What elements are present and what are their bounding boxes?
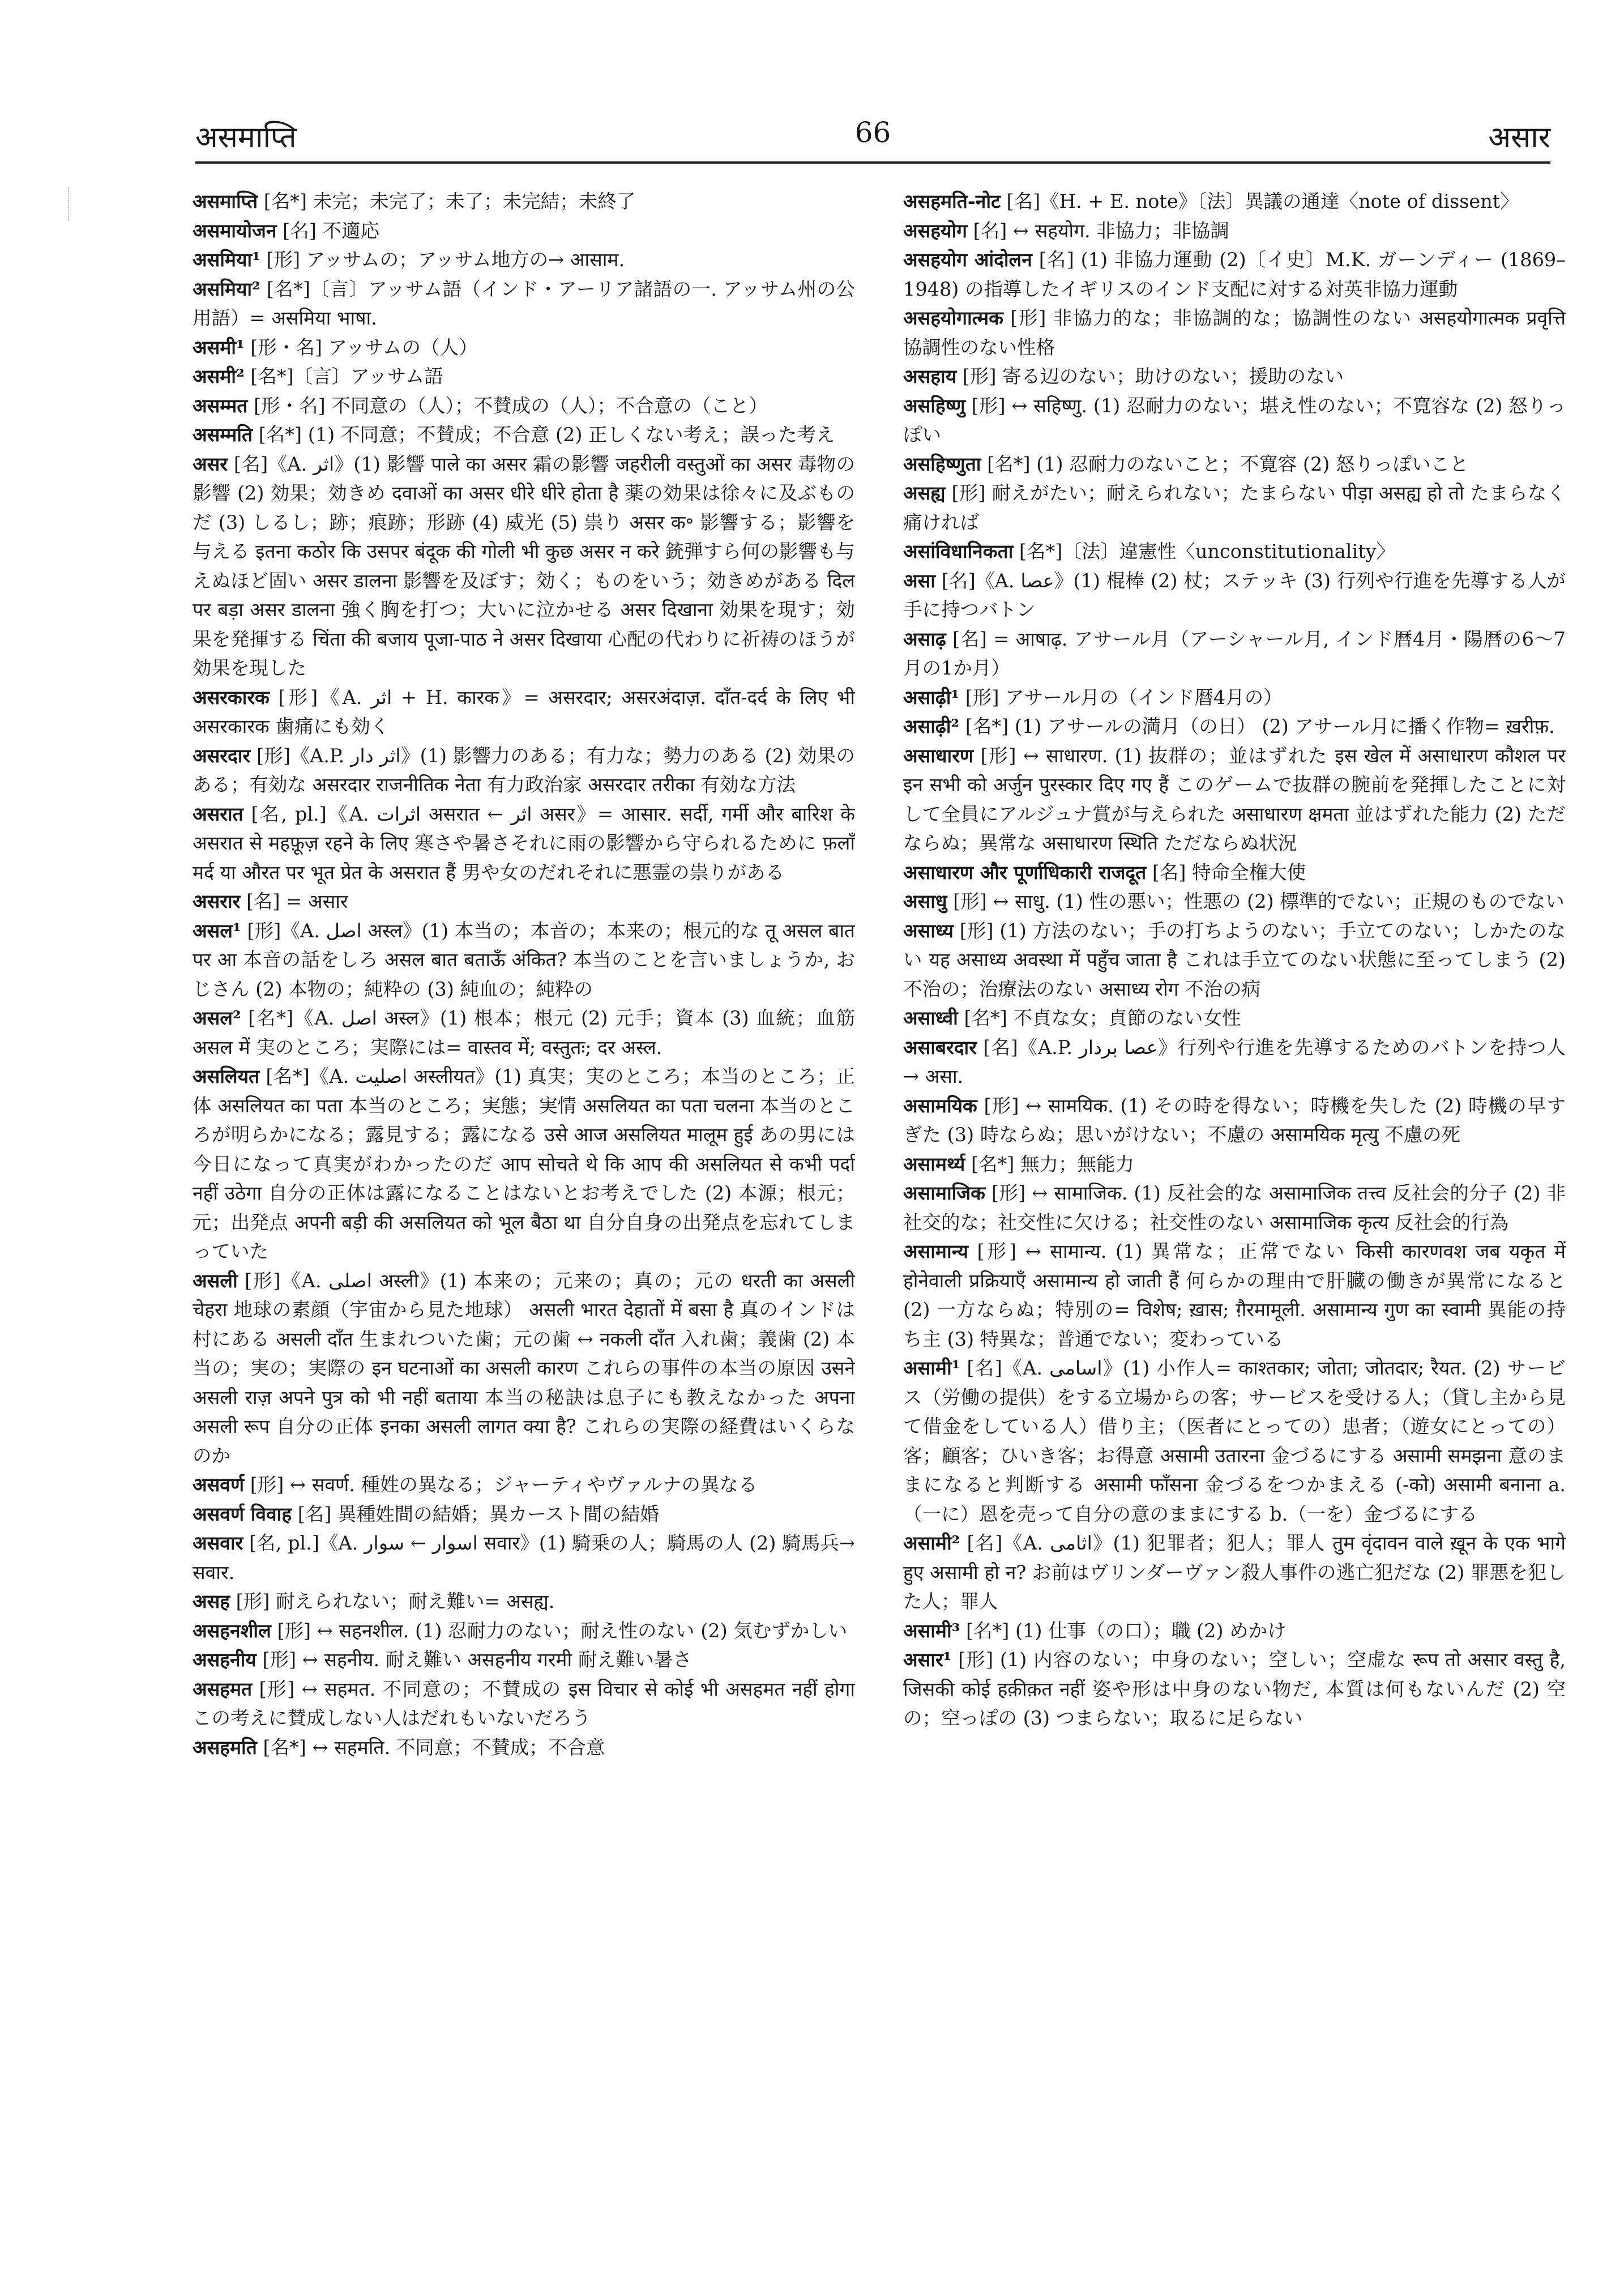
entry-definition: [形] ↔ सामान्य. (1) 異常な；正常でない किसी कारणवश जब यकृत में होनेवाली प्रक्रियाएँ असामान्य हो जाती हैं 何らかの理由で肝臓の働きが異常になると (2) 一方ならぬ；特別の= विशेष; ख़ास; ग़ैरमामूली. असामान्य गुण का स्वामी 異能の持ち主 (3) 特異な；普通でない；変わっている (903, 1240, 1566, 1350)
entry-headword: असार¹ (903, 1649, 952, 1671)
dictionary-entry (903, 1033, 1566, 1091)
running-head-right: असार (1488, 121, 1550, 155)
dictionary-entry (193, 887, 855, 916)
dictionary-entry (193, 916, 855, 1004)
entry-definition: [名*] (1) 仕事（の口）；職 (2) めかけ (960, 1619, 1287, 1642)
entry-definition: [形] アサール月の（インド暦4月の） (959, 686, 1283, 708)
entry-headword: असम्मत (193, 394, 248, 417)
entry-headword: असामी¹ (903, 1357, 960, 1379)
entry-definition: [名*] 無力；無能力 (965, 1153, 1134, 1175)
dictionary-entry (903, 1179, 1566, 1237)
dictionary-entry (903, 362, 1566, 391)
entry-headword: असमाप्ति (193, 190, 258, 212)
entry-headword: असवार (193, 1532, 243, 1554)
entry-headword: असाढ़ी² (903, 715, 960, 737)
entry-definition: [名*] ↔ सहमति. 不同意；不賛成；不合意 (257, 1736, 605, 1759)
dictionary-entry (903, 887, 1566, 916)
entry-headword: असहमत (193, 1678, 253, 1700)
entry-headword: असाधारण (903, 744, 974, 767)
entry-definition: [形] ↔ सामाजिक. (1) 反社会的な असामाजिक तत्त्व 反社会的分子 (2) 非社交的な；社交性に欠ける；社交性のない असामाजिक कृत्य 反社会的行為 (903, 1182, 1566, 1234)
dictionary-entry (903, 1529, 1566, 1616)
dictionary-entry (903, 566, 1566, 625)
left-column (193, 187, 855, 2254)
entry-definition: [形] アッサムの；アッサム地方の→ आसाम. (260, 249, 625, 271)
dictionary-entry (903, 450, 1566, 479)
entry-headword: असमिया² (193, 278, 260, 300)
entry-headword: असहनीय (193, 1649, 257, 1671)
entry-headword: असाध्वी (903, 1007, 958, 1029)
entry-headword: असह (193, 1590, 230, 1612)
entry-headword: असरार (193, 890, 241, 912)
dictionary-entry (193, 1616, 855, 1646)
entry-headword: असवर्ण विवाह (193, 1503, 292, 1525)
entry-headword: असाधु (903, 890, 947, 912)
entry-definition: [名]《A. اثر》(1) 影響 पाले का असर 霜の影響 जहरीली वस्तुओं का असर 毒物の影響 (2) 効果；効きめ दवाओं का असर धीरे धीरे होता है 薬の効果は徐々に及ぶものだ (3) しるし；跡；痕跡；形跡 (4) 威光 (5) 祟り असर क॰ 影響する；影響を与える इतना कठोर कि उसपर बंदूक की गोली भी कुछ असर न करे 銃弾すら何の影響も与えぬほど固い असर डालना 影響を及ぼす；効く；ものをいう；効きめがある दिल पर बड़ा असर डालना 強く胸を打つ；大いに泣かせる असर दिखाना 効果を現す；効果を発揮する चिंता की बजाय पूजा-पाठ ने असर दिखाया 心配の代わりに祈祷のほうが効果を現した (193, 453, 855, 679)
entry-definition: [名]《A.P. عصا بردار》行列や行進を先導するためのバトンを持つ人→ असा. (903, 1036, 1566, 1087)
entry-definition: [名] = आषाढ़. アサール月（アーシャール月, インド暦4月・陽暦の6〜7月の1か月） (903, 628, 1566, 679)
entry-definition: [名] 不適応 (276, 219, 379, 242)
entry-headword: असामर्थ्य (903, 1153, 965, 1175)
entry-headword: असमायोजन (193, 219, 277, 242)
dictionary-entry (193, 275, 855, 333)
entry-definition: [形・名] 不同意の（人）；不賛成の（人）；不合意の（こと） (247, 394, 768, 417)
entry-headword: असहाय (903, 365, 957, 387)
entry-definition: [形] ↔ साधु. (1) 性の悪い；性悪の (2) 標準的でない；正規のものでない (947, 890, 1565, 912)
entry-definition: [形] ↔ सहनीय. 耐え難い असहनीय गरमी 耐え難い暑さ (256, 1649, 692, 1671)
dictionary-entry (193, 187, 855, 216)
entry-definition: [名*] (1) 忍耐力のないこと；不寛容 (2) 怒りっぽいこと (981, 453, 1469, 475)
entry-headword: असहमति (193, 1736, 257, 1759)
entry-definition: [名] 異種姓間の結婚；異カースト間の結婚 (292, 1503, 659, 1525)
entry-headword: असाढ़ (903, 628, 946, 650)
entry-definition: [名]《A. عصا》(1) 棍棒 (2) 杖；ステッキ (3) 行列や行進を先導する人が手に持つバトン (903, 569, 1566, 621)
entry-definition: [名*]〔言〕アッサム語 (244, 365, 443, 387)
entry-headword: असल² (193, 1007, 241, 1029)
entry-headword: असल¹ (193, 919, 241, 942)
dictionary-entry (903, 216, 1566, 246)
entry-headword: असहमति-नोट (903, 190, 1001, 212)
entry-definition: [名]《H. + E. note》〔法〕異議の通達〈note of dissent〉 (1000, 190, 1519, 212)
entry-headword: असहिष्णुता (903, 453, 981, 475)
dictionary-entry (193, 1004, 855, 1062)
dictionary-entry (903, 1354, 1566, 1529)
dictionary-entry (193, 420, 855, 450)
dictionary-entry (193, 741, 855, 800)
entry-definition: [形] ↔ सवर्ण. 種姓の異なる；ジャーティやヴァルナの異なる (244, 1474, 758, 1496)
dictionary-entry (903, 712, 1566, 741)
dictionary-entry (903, 1645, 1566, 1733)
entry-headword: असह्य (903, 482, 946, 504)
entry-definition: [形] ↔ सहनशील. (1) 忍耐力のない；耐え性のない (2) 気むずかしい (271, 1619, 848, 1642)
entry-headword: असर (193, 453, 228, 475)
entry-headword: असमी¹ (193, 336, 245, 358)
entry-headword: असामाजिक (903, 1182, 985, 1204)
entry-definition: [名] = असार (240, 890, 348, 912)
entry-definition: [形]《A. اصلی अस्ली》(1) 本来の；元来の；真の；元の धरती का असली चेहरा 地球の素顔（宇宙から見た地球） असली भारत देहातों में बसा है 真のインドは村にある असली दाँत 生まれついた歯；元の歯 ↔ नकली दाँत 入れ歯；義歯 (2) 本当の；実の；実際の इन घटनाओं का असली कारण これらの事件の本当の原因 उसने असली राज़ अपने पुत्र को भी नहीं बताया 本当の秘訣は息子にも教えなかった अपना असली रूप 自分の正体 इनका असली लागत क्या है? これらの実際の経費はいくらなのか (193, 1269, 855, 1467)
dictionary-entry (903, 245, 1566, 304)
dictionary-entry (903, 1004, 1566, 1033)
dictionary-entry (193, 450, 855, 683)
dictionary-entry (193, 362, 855, 391)
entry-headword: असहनशील (193, 1619, 271, 1642)
entry-headword: असरदार (193, 744, 251, 767)
entry-definition: [形] (1) 方法のない；手の打ちようのない；手立てのない；しかたのない यह असाध्य अवस्था में पहुँच जाता है これは手立てのない状態に至ってしまう (2) 不治の；治療法のない असाध्य रोग 不治の病 (903, 919, 1566, 1000)
entry-definition: [形]《A. اصل अस्ल》(1) 本当の；本音の；本来の；根元的な तू असल बात पर आ 本音の話をしろ असल बात बताऊँ अंकित? 本当のことを言いましょうか, おじさん (2) 本物の；純粋の (3) 純血の；純粋の (193, 919, 855, 1000)
dictionary-entry (903, 537, 1566, 566)
entry-definition: [形] 耐えがたい；耐えられない；たまらない पीड़ा असह्य हो तो たまらなく痛ければ (903, 482, 1566, 533)
entry-definition: [名]《A. اثامی》(1) 犯罪者；犯人；罪人 तुम वृंदावन वाले ख़ून के एक भागे हुए असामी हो न? お前はヴリンダーヴァン殺人事件の逃亡犯だな (2) 罪悪を犯した人；罪人 (903, 1532, 1566, 1612)
entry-headword: असमिया¹ (193, 249, 260, 271)
entry-definition: [形] ↔ सहिष्णु. (1) 忍耐力のない；堪え性のない；不寛容な (2) 怒りっぽい (903, 394, 1566, 446)
entry-definition: [名*]〔法〕違憲性〈unconstitutionality〉 (1013, 540, 1396, 562)
entry-headword: असांविधानिकता (903, 540, 1014, 562)
dictionary-entry (903, 1237, 1566, 1354)
entry-definition: [形] ↔ साधारण. (1) 抜群の；並はずれた इस खेल में असाधारण कौशल पर इन सभी को अर्जुन पुरस्कार दिए गए हैं このゲームで抜群の腕前を発揮したことに対して全員にアルジュナ賞が与えられた असाधारण क्षमता 並はずれた能力 (2) ただならぬ；異常な असाधारण स्थिति ただならぬ状況 (903, 744, 1566, 854)
dictionary-entry (903, 1150, 1566, 1179)
entry-definition: [名*] (1) 不同意；不賛成；不合意 (2) 正しくない考え；誤った考え (253, 424, 835, 446)
dictionary-entry (193, 683, 855, 741)
page-number: 66 (854, 116, 891, 149)
dictionary-entry (903, 858, 1566, 887)
entry-definition: [名]《A. اسامی》(1) 小作人= काश्तकार; जोता; जोतदार; रैयत. (2) サービス（労働の提供）をする立場からの客；サービスを受ける人；（貸し主から見て借金をしている人）借り主；（医者にとっての）患者；（遊女にとっての）客；顧客；ひいき客；お得意 असामी उतारना 金づるにする असामी समझना 意のままになると判断する असामी फाँसना 金づるをつかまえる (-को) असामी बनाना a.（一に）恩を売って自分の意のままにする b.（一を）金づるにする (903, 1357, 1566, 1525)
entry-headword: असामी² (903, 1532, 960, 1554)
entry-definition: [名] 特命全権大使 (1146, 861, 1306, 883)
dictionary-entry (193, 1500, 855, 1529)
entry-definition: [名*] (1) アサールの満月（の日） (2) アサール月に播く作物= ख़रीफ़. (959, 715, 1555, 737)
entry-headword: असाधारण और पूर्णाधिकारी राजदूत (903, 861, 1147, 883)
entry-definition: [形] 寄る辺のない；助けのない；援助のない (956, 365, 1344, 387)
entry-definition: [形] 非協力的な；非協調的な；協調性のない असहयोगात्मक प्रवृत्ति 協調性のない性格 (903, 307, 1566, 358)
entry-headword: असामयिक (903, 1094, 977, 1117)
dictionary-entry (193, 1529, 855, 1587)
entry-headword: असवर्ण (193, 1474, 245, 1496)
dictionary-entry (903, 1616, 1566, 1646)
dictionary-entry (193, 1062, 855, 1266)
dictionary-entry (193, 333, 855, 362)
entry-definition: [形]《A. اثر + H. कारक》= असरदार; असरअंदाज़. दाँत-दर्द के लिए भी असरकारक 歯痛にも効く (193, 686, 855, 737)
entry-headword: असलियत (193, 1065, 260, 1087)
entry-definition: [名*] 未完；未完了；未了；未完結；未終了 (258, 190, 636, 212)
entry-definition: [名] ↔ सहयोग. 非協力；非協調 (967, 219, 1229, 242)
entry-definition: [名*] 不貞な女；貞節のない女性 (958, 1007, 1241, 1029)
entry-definition: [形] (1) 内容のない；中身のない；空しい；空虚な रूप तो असार वस्तु है, जिसकी कोई हक़ीक़त नहीं 姿や形は中身のない物だ, 本質は何もないんだ (2) 空の；空っぽの (3) つまらない；取るに足らない (903, 1649, 1566, 1729)
entry-headword: असरात (193, 803, 243, 825)
entry-headword: असहिष्णु (903, 394, 965, 417)
page-header (195, 116, 1550, 164)
entry-headword: असम्मति (193, 424, 253, 446)
entry-definition: [形]《A.P. اثر دار》(1) 影響力のある；有力な；勢力のある (2) 効果のある；有効な असरदार राजनीतिक नेता 有力政治家 असरदार तरीका 有効な方法 (193, 744, 855, 796)
dictionary-entry (193, 245, 855, 275)
entry-headword: असहयोग (903, 219, 967, 242)
entry-definition: [形] 耐えられない；耐え難い= असह्य. (230, 1590, 555, 1612)
entry-headword: असहयोग आंदोलन (903, 249, 1032, 271)
right-column (903, 187, 1566, 2254)
entry-definition: [名, pl.]《A. اثرات असरात ← اثر असर》= आसार. सर्दी, गर्मी और बारिश के असरात से महफ़ूज़ रहने के लिए 寒さや暑さそれに雨の影響から守られるために फ़लाँ मर्द या औरत पर भूत प्रेत के असरात हैं 男や女のだれそれに悪霊の祟りがある (193, 803, 855, 883)
entry-definition: [名, pl.]《A. اسوار ← سوار सवार》(1) 騎乗の人；騎馬の人 (2) 騎馬兵→ सवार. (193, 1532, 855, 1584)
dictionary-entry (903, 187, 1566, 216)
entry-headword: असाढ़ी¹ (903, 686, 960, 708)
entry-definition: [形] ↔ सहमत. 不同意の；不賛成の इस विचार से कोई भी असहमत नहीं होगा この考えに賛成しない人はだれもいないだろう (193, 1678, 855, 1729)
dictionary-entry (903, 391, 1566, 450)
entry-definition: [形・名] アッサムの（人） (244, 336, 478, 358)
dictionary-entry (193, 391, 855, 421)
dictionary-entry (193, 1587, 855, 1616)
entry-headword: असमी² (193, 365, 245, 387)
scan-margin-mark (68, 187, 71, 221)
entry-headword: असामान्य (903, 1240, 968, 1262)
dictionary-entry (193, 1675, 855, 1733)
entry-definition: [形] ↔ सामयिक. (1) その時を得ない；時機を失した (2) 時機の早すぎた (3) 時ならぬ；思いがけない；不慮の असामयिक मृत्यु 不慮の死 (903, 1094, 1566, 1146)
entry-definition: [名*]《A. اصلیت अस्लीयत》(1) 真実；実のところ；本当のところ；正体 असलियत का पता 本当のところ；実態；実情 असलियत का पता चलना 本当のところが明らかになる；露見する；露になる उसे आज असलियत मालूम हुई あの男には今日になって真実がわかったのだ आप सोचते थे कि आप की असलियत से कभी पर्दा नहीं उठेगा 自分の正体は露になることはないとお考えでした (2) 本源；根元；元；出発点 अपनी बड़ी की असलियत को भूल बैठा था 自分自身の出発点を忘れてしまっていた (193, 1065, 855, 1262)
dictionary-entry (193, 1645, 855, 1675)
dictionary-entry (193, 1470, 855, 1500)
dictionary-entry (193, 800, 855, 887)
entry-headword: असरकारक (193, 686, 270, 708)
dictionary-entry (903, 304, 1566, 362)
entry-definition: [名*]〔言〕アッサム語（インド・アーリア諸語の一. アッサム州の公用語）= असमिया भाषा. (193, 278, 855, 329)
entry-headword: असाबरदार (903, 1036, 977, 1058)
entry-headword: असा (903, 569, 935, 592)
entry-headword: असाध्य (903, 919, 954, 942)
dictionary-entry (903, 479, 1566, 537)
dictionary-entry (903, 916, 1566, 1004)
dictionary-entry (903, 625, 1566, 683)
entry-headword: असहयोगात्मक (903, 307, 1003, 329)
entry-definition: [名] (1) 非協力運動 (2)〔イ史〕M.K. ガーンディー (1869–1948) の指導したイギリスのインド支配に対する対英非協力運動 (903, 249, 1566, 300)
dictionary-entry (903, 683, 1566, 712)
dictionary-entry (193, 216, 855, 246)
entry-definition: [名*]《A. اصل अस्ल》(1) 根本；根元 (2) 元手；資本 (3) 血統；血筋 असल में 実のところ；実際には= वास्तव में; वस्तुतः; दर अस्ल. (193, 1007, 855, 1058)
entry-headword: असली (193, 1269, 238, 1292)
dictionary-entry (903, 1091, 1566, 1150)
entry-headword: असामी³ (903, 1619, 960, 1642)
running-head-left: असमाप्ति (195, 121, 297, 155)
dictionary-entry (193, 1266, 855, 1471)
dictionary-entry (193, 1733, 855, 1762)
dictionary-entry (903, 741, 1566, 858)
